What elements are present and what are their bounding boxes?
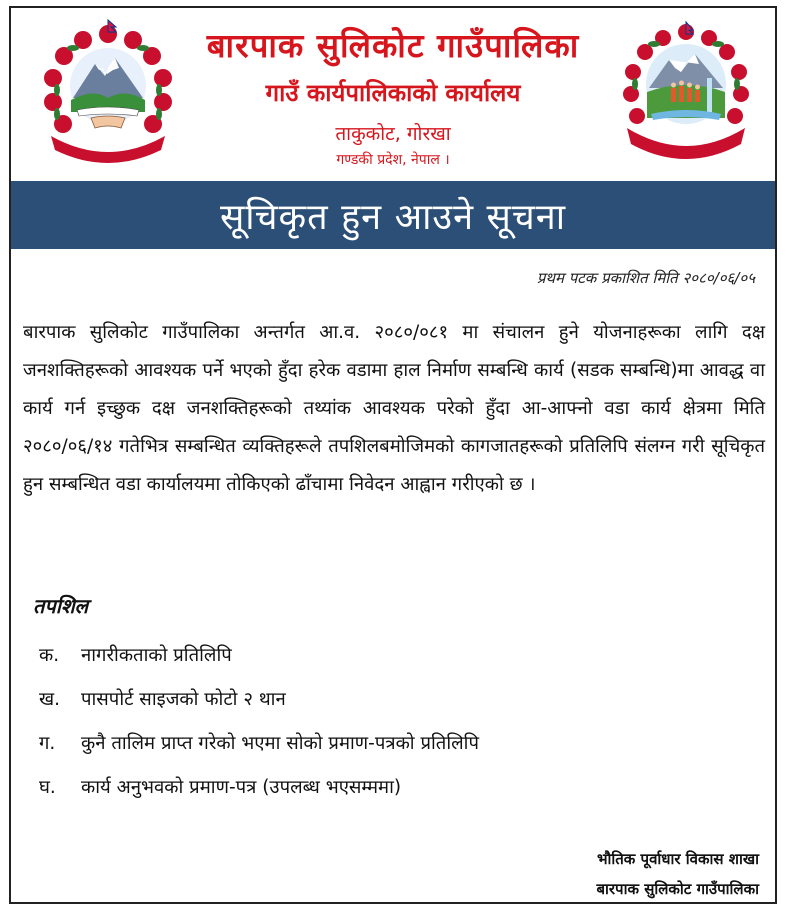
organization-title: बारपाक सुलिकोट गाउँपालिका bbox=[206, 26, 580, 65]
details-heading: तपशिल bbox=[33, 594, 89, 618]
list-item bbox=[39, 764, 759, 808]
notice-title: सूचिकृत हुन आउने सूचना bbox=[219, 196, 567, 238]
publication-date: प्रथम पटक प्रकाशित मिति २०८०/०६/०५ bbox=[536, 269, 755, 287]
notice-body: बारपाक सुलिकोट गाउँपालिका अन्तर्गत आ.व. २०८०/०८१ मा संचालन हुने योजनाहरूका लागि दक्ष जनशक्तिहरूको आवश्यक पर्ने भएको हुँदा हरेक वडामा हाल निर्माण सम्बन्धि कार्य (सडक सम्बन्धि)मा आवद्ध वा कार्य गर्न इच्छुक दक्ष जनशक्तिहरूको तथ्यांक आवश्यक परेको हुँदा आ-आफ्नो वडा कार्य क्षेत्रमा मिति २०८०/०६/१४ गतेभित्र सम्बन्धित व्यक्तिहरूले तपशिलबमोजिमको कागजातहरूको प्रतिलिपि संलग्न गरी सूचिकृत हुन सम्बन्धित वडा कार्यालयमा तोकिएको ढाँचामा निवेदन आह्वान गरीएको छ । bbox=[23, 322, 765, 495]
list-item-marker: क. bbox=[39, 644, 60, 666]
notice-frame bbox=[9, 6, 777, 904]
signature-block bbox=[596, 844, 759, 904]
office-title: गाउँ कार्यपालिकाको कार्यालय bbox=[265, 79, 521, 107]
signature-branch: भौतिक पूर्वाधार विकास शाखा bbox=[596, 850, 759, 868]
list-item bbox=[39, 676, 759, 720]
list-item-marker: ग. bbox=[39, 732, 56, 754]
letterhead bbox=[11, 8, 775, 180]
province-line: गण्डकी प्रदेश, नेपाल । bbox=[336, 152, 450, 168]
notice-banner bbox=[11, 181, 775, 249]
list-item-text: कार्य अनुभवको प्रमाण-पत्र (उपलब्ध भएसम्ममा) bbox=[81, 776, 402, 798]
signature-organization: बारपाक सुलिकोट गाउँपालिका bbox=[596, 880, 759, 898]
list-item-text: नागरीकताको प्रतिलिपि bbox=[81, 644, 232, 666]
office-address: ताकुकोट, गोरखा bbox=[335, 123, 451, 145]
list-item-marker: ख. bbox=[39, 688, 61, 710]
municipality-logo-icon bbox=[611, 18, 761, 166]
details-list bbox=[39, 632, 759, 808]
list-item bbox=[39, 632, 759, 676]
list-item-text: पासपोर्ट साइजको फोटो २ थान bbox=[81, 688, 286, 710]
list-item-marker: घ. bbox=[39, 776, 56, 798]
list-item-text: कुनै तालिम प्राप्त गरेको भएमा सोको प्रमाण-पत्रको प्रतिलिपि bbox=[81, 732, 479, 754]
list-item bbox=[39, 720, 759, 764]
